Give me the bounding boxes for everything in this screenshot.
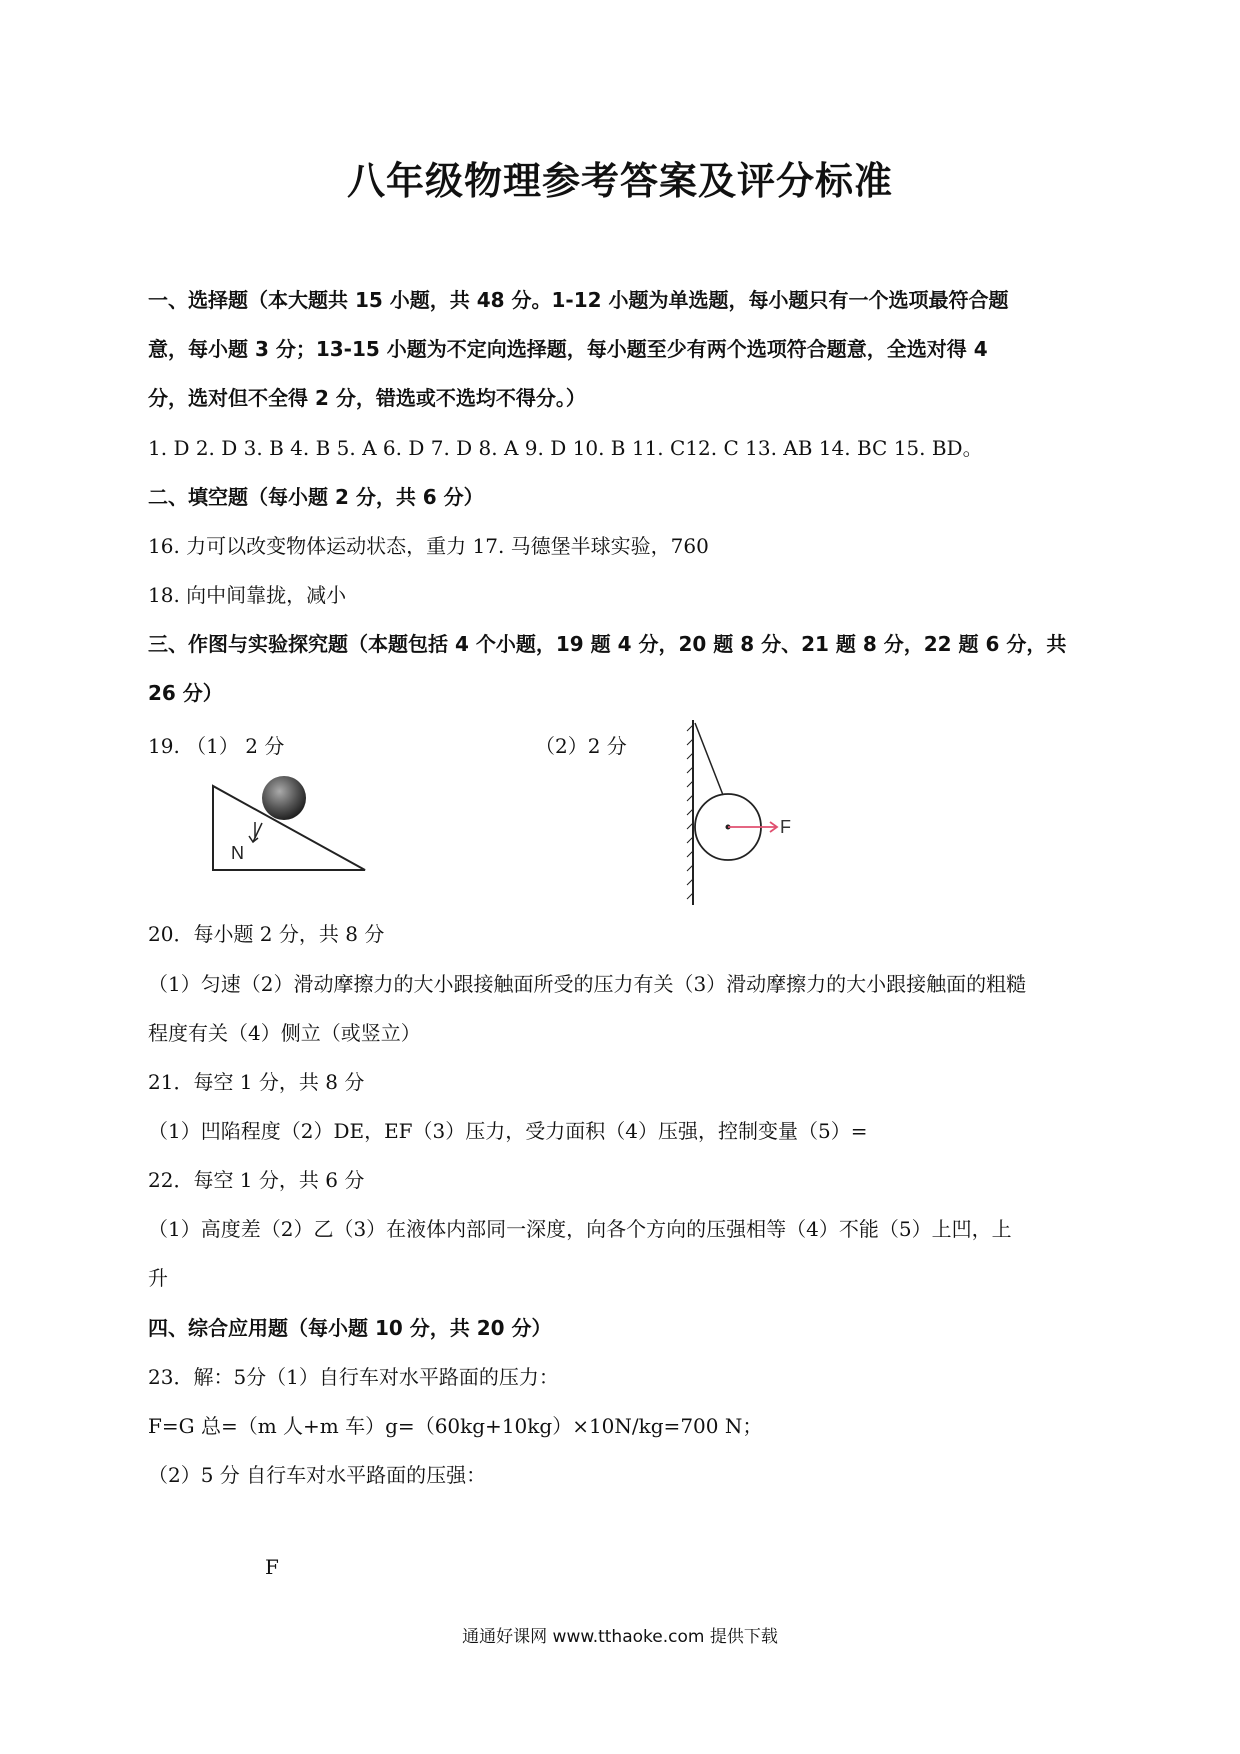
q22-answer-cont: 升 — [148, 1266, 168, 1290]
q23-line-2: F=G 总=（m 人+m 车）g=（60kg+10kg）×10N/kg=700 N； — [148, 1414, 763, 1438]
incline-ball-figure — [205, 770, 380, 880]
q19-part2-label: （2）2 分 — [535, 734, 627, 758]
q21-heading: 21．每空 1 分，共 8 分 — [148, 1070, 365, 1094]
ball — [262, 776, 306, 820]
section-2-heading: 二、填空题（每小题 2 分，共 6 分） — [148, 485, 484, 509]
q23-line-1: 23．解：5分（1）自行车对水平路面的压力： — [148, 1365, 559, 1389]
formula-numerator: F — [265, 1555, 279, 1579]
answer-18: 18. 向中间靠拢，减小 — [148, 583, 347, 607]
q19-part1-label: 19. （1） 2 分 — [148, 734, 285, 758]
section-1-heading-cont: 意，每小题 3 分；13-15 小题为不定向选择题，每小题至少有两个选项符合题意，全选对得 4 — [148, 337, 988, 361]
fig2-label-f: F — [780, 817, 791, 837]
q20-answer: （1）匀速（2）滑动摩擦力的大小跟接触面所受的压力有关（3）滑动摩擦力的大小跟接触面的粗糙 — [148, 972, 1027, 996]
q20-heading: 20．每小题 2 分，共 8 分 — [148, 922, 385, 946]
wall-ball-figure — [665, 715, 835, 910]
section-3-heading-end: 26 分） — [148, 681, 223, 705]
q21-answer: （1）凹陷程度（2）DE，EF（3）压力，受力面积（4）压强，控制变量（5）= — [148, 1119, 868, 1143]
choice-answers: 1. D 2. D 3. B 4. B 5. A 6. D 7. D 8. A 9. D 10. B 11. C12. C 13. AB 14. BC 15. BD。 — [148, 436, 983, 460]
section-4-heading: 四、综合应用题（每小题 10 分，共 20 分） — [148, 1316, 552, 1340]
rope — [695, 723, 723, 795]
fig1-label-n: N — [231, 843, 244, 863]
q22-answer: （1）高度差（2）乙（3）在液体内部同一深度，向各个方向的压强相等（4）不能（5）上凹，上 — [148, 1217, 1012, 1241]
section-3-heading: 三、作图与实验探究题（本题包括 4 个小题，19 题 4 分，20 题 8 分、21 题 8 分，22 题 6 分，共 — [148, 632, 1067, 656]
q22-heading: 22．每空 1 分，共 6 分 — [148, 1168, 365, 1192]
section-1-heading: 一、选择题（本大题共 15 小题，共 48 分。1-12 小题为单选题，每小题只有一个选项最符合题 — [148, 288, 1009, 312]
section-1-heading-end: 分，选对但不全得 2 分，错选或不选均不得分。） — [148, 386, 586, 410]
page-title: 八年级物理参考答案及评分标准 — [346, 159, 893, 203]
answer-16-17: 16. 力可以改变物体运动状态，重力 17. 马德堡半球实验，760 — [148, 534, 709, 558]
footer: 通通好课网 www.tthaoke.com 提供下载 — [462, 1627, 778, 1647]
q23-line-3: （2）5 分 自行车对水平路面的压强： — [148, 1463, 487, 1487]
q20-answer-cont: 程度有关（4）侧立（或竖立） — [148, 1021, 421, 1045]
